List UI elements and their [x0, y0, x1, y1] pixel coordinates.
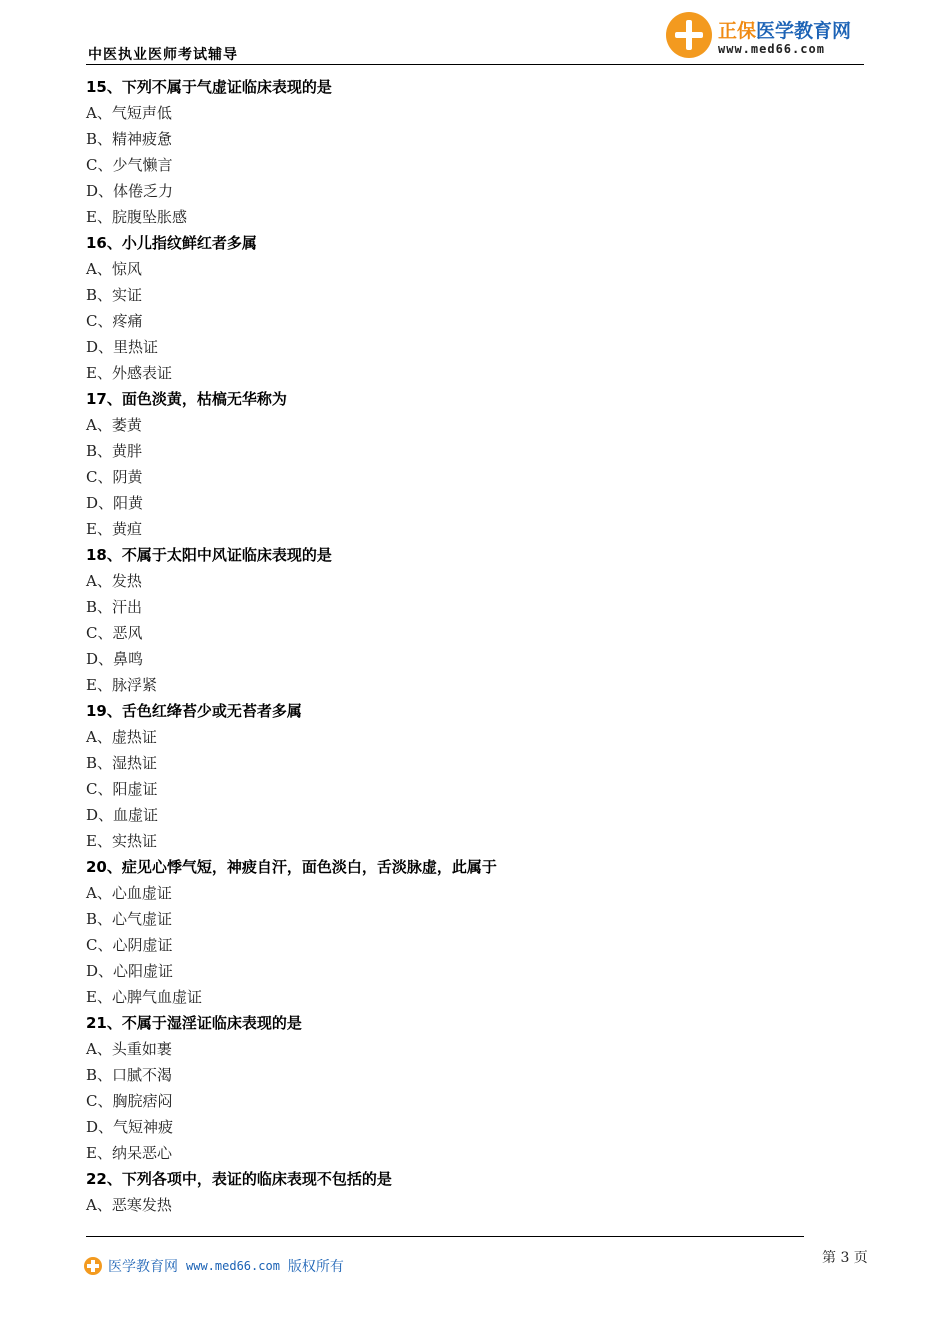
answer-option: C、疼痛: [86, 312, 143, 330]
logo-url: www.med66.com: [718, 42, 825, 56]
question-stem: 18、不属于太阳中风证临床表现的是: [86, 546, 332, 564]
header-title: 中医执业医师考试辅导: [88, 47, 238, 63]
answer-option: A、发热: [86, 572, 142, 590]
answer-option: E、外感表证: [86, 364, 172, 382]
answer-option: E、脘腹坠胀感: [86, 208, 187, 226]
answer-option: A、头重如裹: [86, 1040, 172, 1058]
footer-site-url[interactable]: www.med66.com: [186, 1259, 280, 1273]
footer: [84, 1255, 344, 1277]
logo-brand-part-b: 医学教育网: [756, 20, 852, 42]
answer-option: D、里热证: [86, 338, 159, 356]
answer-option: C、胸脘痞闷: [86, 1092, 173, 1110]
answer-option: D、气短神疲: [86, 1118, 174, 1136]
answer-option: E、脉浮紧: [86, 676, 157, 694]
question-stem: 19、舌色红绛苔少或无苔者多属: [86, 702, 302, 720]
answer-option: A、气短声低: [86, 104, 172, 122]
question-list: [86, 74, 846, 1218]
answer-option: B、汗出: [86, 598, 143, 616]
answer-option: D、体倦乏力: [86, 182, 174, 200]
answer-option: D、心阳虚证: [86, 962, 174, 980]
answer-option: B、精神疲惫: [86, 130, 173, 148]
answer-option: B、心气虚证: [86, 910, 173, 928]
question-stem: 21、不属于湿淫证临床表现的是: [86, 1014, 302, 1032]
answer-option: A、虚热证: [86, 728, 157, 746]
logo-brand-part-a: 正保: [718, 20, 757, 42]
answer-option: B、实证: [86, 286, 143, 304]
question-stem: 22、下列各项中，表证的临床表现不包括的是: [86, 1170, 392, 1188]
footer-divider: [86, 1236, 804, 1237]
answer-option: D、血虚证: [86, 806, 159, 824]
question-stem: 17、面色淡黄，枯槁无华称为: [86, 390, 287, 408]
brand-logo[interactable]: [666, 10, 866, 62]
page-number: 第 3 页: [822, 1250, 868, 1266]
answer-option: C、阴黄: [86, 468, 143, 486]
logo-brand-text: [718, 16, 851, 43]
answer-option: E、心脾气血虚证: [86, 988, 202, 1006]
site-logo-icon: [84, 1257, 102, 1275]
answer-option: B、黄胖: [86, 442, 143, 460]
answer-option: E、实热证: [86, 832, 157, 850]
answer-option: E、黄疸: [86, 520, 142, 538]
logo-emblem-icon: [666, 12, 712, 58]
answer-option: E、纳呆恶心: [86, 1144, 172, 1162]
answer-option: B、湿热证: [86, 754, 158, 772]
answer-option: A、心血虚证: [86, 884, 172, 902]
answer-option: D、阳黄: [86, 494, 144, 512]
footer-site-name[interactable]: 医学教育网: [108, 1259, 178, 1275]
header-divider: [86, 64, 864, 65]
answer-option: C、少气懒言: [86, 156, 173, 174]
question-stem: 15、下列不属于气虚证临床表现的是: [86, 78, 332, 96]
answer-option: C、心阴虚证: [86, 936, 173, 954]
footer-copyright: 版权所有: [287, 1259, 344, 1275]
answer-option: C、阳虚证: [86, 780, 158, 798]
answer-option: A、惊风: [86, 260, 142, 278]
answer-option: B、口腻不渴: [86, 1066, 173, 1084]
question-stem: 16、小儿指纹鲜红者多属: [86, 234, 257, 252]
answer-option: C、恶风: [86, 624, 143, 642]
answer-option: D、鼻鸣: [86, 650, 144, 668]
question-stem: 20、症见心悸气短，神疲自汗，面色淡白，舌淡脉虚，此属于: [86, 858, 497, 876]
answer-option: A、萎黄: [86, 416, 142, 434]
answer-option: A、恶寒发热: [86, 1196, 172, 1214]
